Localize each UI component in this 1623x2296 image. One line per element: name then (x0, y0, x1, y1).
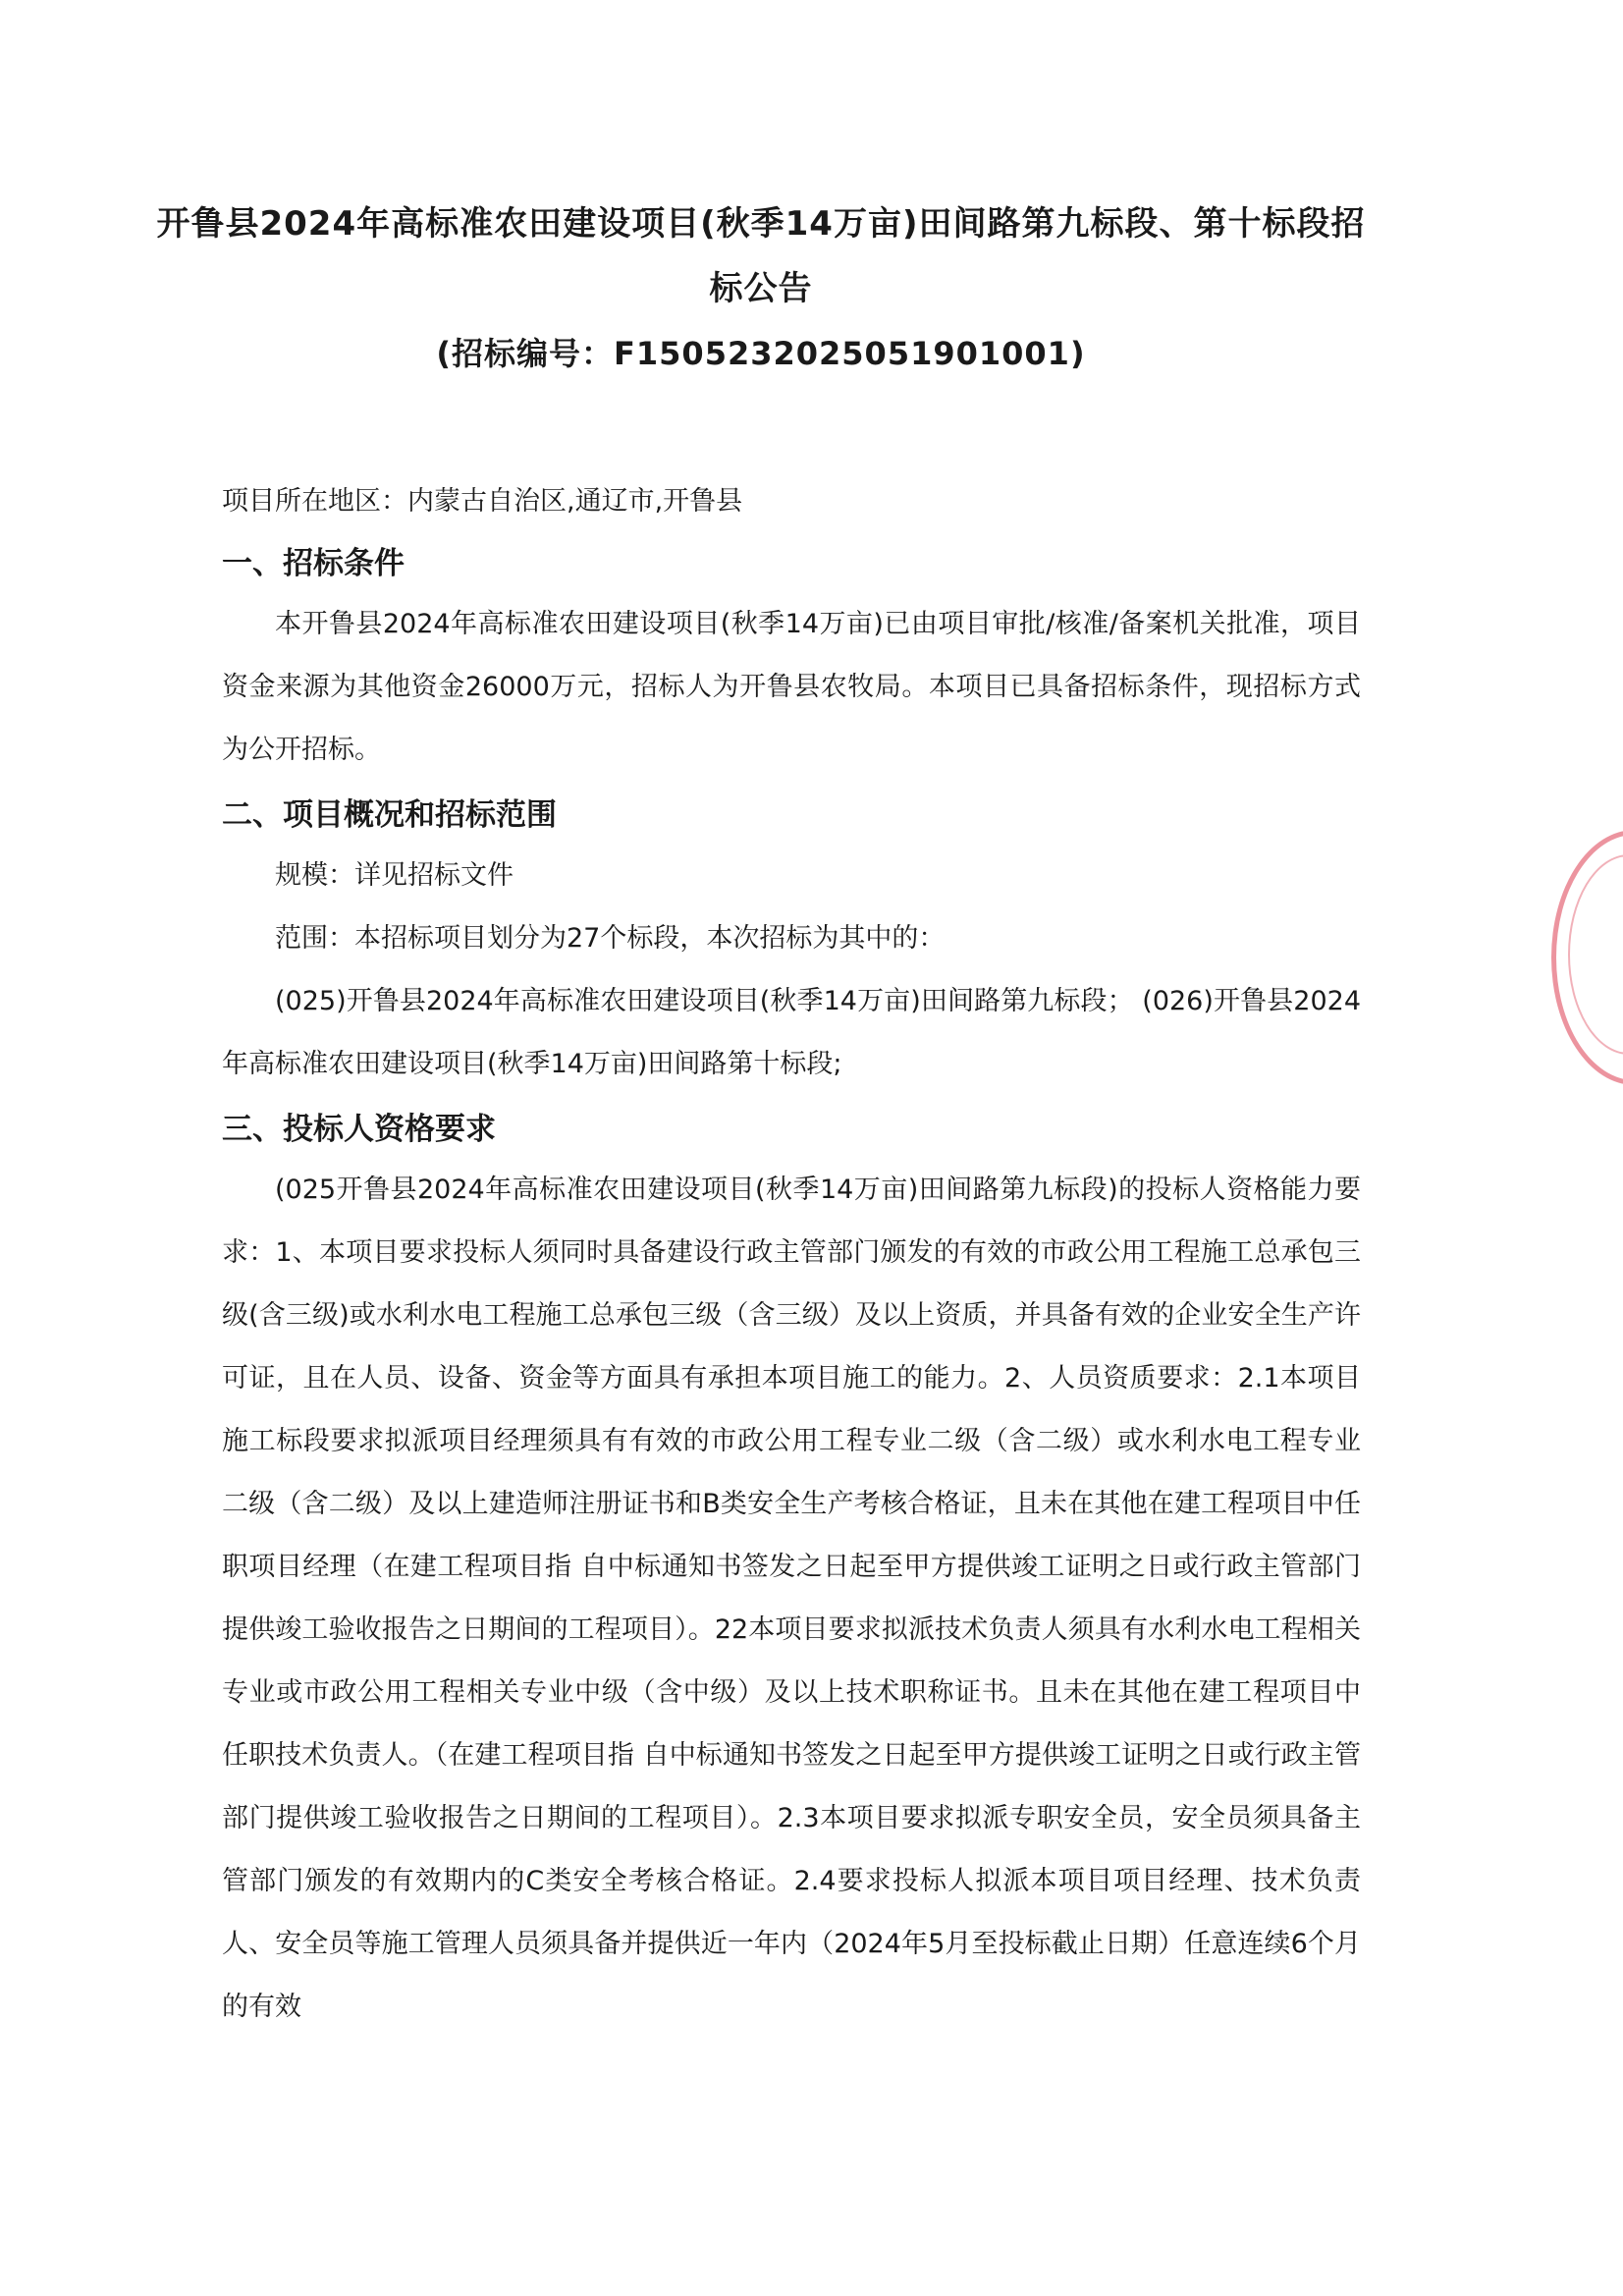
document-title-block (147, 191, 1375, 386)
section-heading-3: 三、投标人资格要求 (222, 1112, 496, 1147)
document-title-line-1: 开鲁县2024年高标准农田建设项目(秋季14万亩)田间路第九标段、第十标段招 (156, 204, 1366, 244)
document-title-line-2: 标公告 (709, 269, 813, 308)
section-text-3: (025开鲁县2024年高标准农田建设项目(秋季14万亩)田间路第九标段)的投标人资格能力要求：1、本项目要求投标人须同时具备建设行政主管部门颁发的有效的市政公用工程施工总承包三级(含三级)或水利水电工程施工总承包三级（含三级）及以上资质，并具备有效的企业安全生产许可证，且在人员、设备、资金等方面具有承担本项目施工的能力。2、人员资质要求：2.1本项目施工标段要求拟派项目经理须具有有效的市政公用工程专业二级（含二级）或水利水电工程专业二级（含二级）及以上建造师注册证书和B类安全生产考核合格证，且未在其他在建工程项目中任职项目经理（在建工程项目指 自中标通知书签发之日起至甲方提供竣工证明之日或行政主管部门提供竣工验收报告之日期间的工程项目）。22本项目要求拟派技术负责人须具有水利水电工程相关专业或市政公用工程相关专业中级（含中级）及以上技术职称证书。且未在其他在建工程项目中任职技术负责人。（在建工程项目指 自中标通知书签发之日起至甲方提供竣工证明之日或行政主管部门提供竣工验收报告之日期间的工程项目）。2.3本项目要求拟派专职安全员，安全员须具备主管部门颁发的有效期内的C类安全考核合格证。2.4要求投标人拟派本项目项目经理、技术负责人、安全员等施工管理人员须具备并提供近一年内（2024年5月至投标截止日期）任意连续6个月的有效 (222, 1175, 1361, 2022)
project-scope: 范围：本招标项目划分为27个标段，本次招标为其中的： (275, 923, 946, 954)
seal-stamp-inner-ring (1568, 854, 1623, 1055)
project-location: 项目所在地区：内蒙古自治区,通辽市,开鲁县 (222, 486, 743, 517)
project-lots: (025)开鲁县2024年高标准农田建设项目(秋季14万亩)田间路第九标段； (026)开鲁县2024年高标准农田建设项目(秋季14万亩)田间路第十标段; (222, 986, 1361, 1079)
section-heading-2: 二、项目概况和招标范围 (222, 797, 557, 833)
section-text-1: 本开鲁县2024年高标准农田建设项目(秋季14万亩)已由项目审批/核准/备案机关批准，项目资金来源为其他资金26000万元，招标人为开鲁县农牧局。本项目已具备招标条件，现招标方式为公开招标。 (222, 609, 1361, 765)
project-scale: 规模：详见招标文件 (275, 860, 514, 891)
document-body (222, 475, 1361, 2039)
section-heading-1: 一、招标条件 (222, 546, 405, 581)
tender-code: (招标编号：F1505232025051901001) (436, 335, 1086, 372)
